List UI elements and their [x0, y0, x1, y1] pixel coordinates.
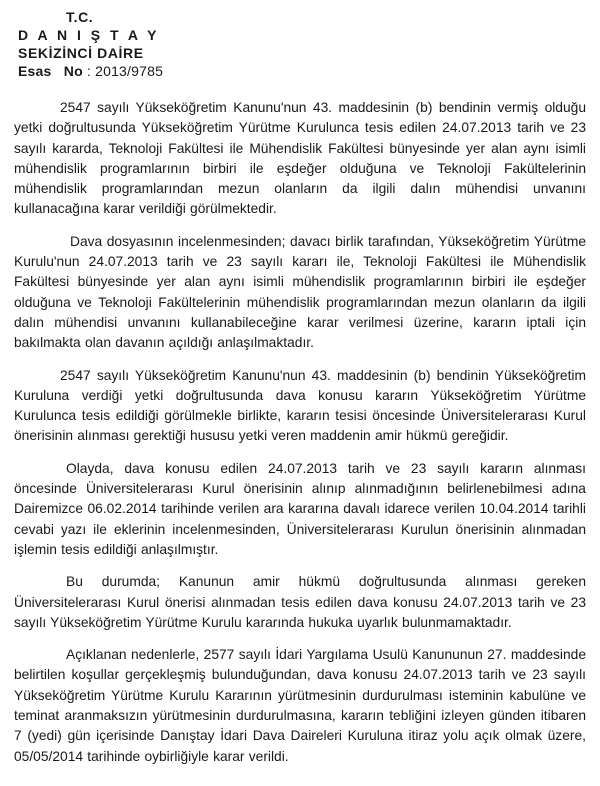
paragraph-decision: Açıklanan nedenlerle, 2577 sayılı İdari Yargılama Usulü Kanununun 27. maddesinde belirtilen koşullar gerçekleşmiş bulunduğundan, dava konusu 24.07.2013 tarih ve 23 sayılı Yükseköğretim Yürütme Kurulu Kararının yürütmesinin durdurulması isteminin kabulüne ve teminat aranmaksızın yürütmesinin durdurulmasına, kararın tebliğini izleyen günden itibaren 7 (yedi) gün içerisinde Danıştay İdari Dava Daireleri Kuruluna itiraz yolu açık olmak üzere, 05/05/2014 tarihinde oybirliğiyle karar verildi. [14, 647, 586, 764]
paragraph-findings: Olayda, dava konusu edilen 24.07.2013 tarih ve 23 sayılı kararın alınması öncesinde Üniversitelerarası Kurul önerisinin alınıp alınmadığının belirlenebilmesi adına Dairemizce 06.02.2014 tarihinde verilen ara kararına davalı idarece verilen 10.04.2014 tarihli cevabi yazı ile eklerinin incelenmesinden, Üniversitelerarası Kurulun önerisinin alınmadan işlemin tesis edildiği anlaşılmıştır. [14, 460, 586, 557]
paragraph-legal-basis: 2547 sayılı Yükseköğretim Kanunu'nun 43. maddesinin (b) bendinin vermiş olduğu yetki doğrultusunda Yükseköğretim Yürütme Kurulunca tesis edilen 24.07.2013 tarih ve 23 sayılı kararda, Teknoloji Fakültesi ile Mühendislik Fakültesi bünyesinde yer alan aynı isimli mühendislik programlarının birbiri ile eşdeğer olduğuna ve Teknoloji Fakültelerinin mühendislik programlarından mezun olanların da ilgili dalın mühendisi unvanını kullanacağına karar verildiği görülmektedir. [14, 100, 586, 217]
paragraph-conclusion: Bu durumda; Kanunun amir hükmü doğrultusunda alınması gereken Üniversitelerarası Kurul önerisi alınmadan tesis edilen dava konusu 24.07.2013 tarih ve 23 sayılı Yükseköğretim Yürütme Kurulu kararında hukuka uyarlık bulunmamaktadır. [14, 574, 586, 630]
document-body [14, 98, 586, 779]
case-number [18, 62, 163, 80]
chamber-name: SEKİZİNCİ DAİRE [18, 45, 144, 61]
case-number-label: Esas No [18, 63, 83, 79]
republic-label: T.C. [66, 9, 94, 25]
case-number-value: : 2013/9785 [86, 63, 164, 79]
document-header [18, 8, 163, 80]
paragraph-case-file: Dava dosyasının incelenmesinden; davacı birlik tarafından, Yükseköğretim Yürütme Kurulu'nun 24.07.2013 tarih ve 23 sayılı kararı ile, Teknoloji Fakültesi ile Mühendislik Fakültesi bünyesinde yer alan aynı isimli mühendislik programlarının birbiri ile eşdeğer olduğuna ve Teknoloji Fakültelerinin mühendislik programlarından mezun olanların da ilgili dalın mühendisi unvanını kullanabileceğine karar verilmesi üzerine, kararın iptali için bakılmakta olan davanın açıldığı anlaşılmaktadır. [14, 233, 586, 351]
court-name: D A N I Ş T A Y [18, 27, 160, 43]
paragraph-authority: 2547 sayılı Yükseköğretim Kanunu'nun 43. maddesinin (b) bendinin Yükseköğretim Kuruluna verdiği yetki doğrultusunda dava konusu kararın Yükseköğretim Yürütme Kurulunca tesis edildiği görülmekle birlikte, kararın tesisi öncesinde Üniversitelerarası Kurul önerisinin alınması gerektiği hususu yetki veren maddenin amir hükmü gereğidir. [14, 367, 586, 444]
